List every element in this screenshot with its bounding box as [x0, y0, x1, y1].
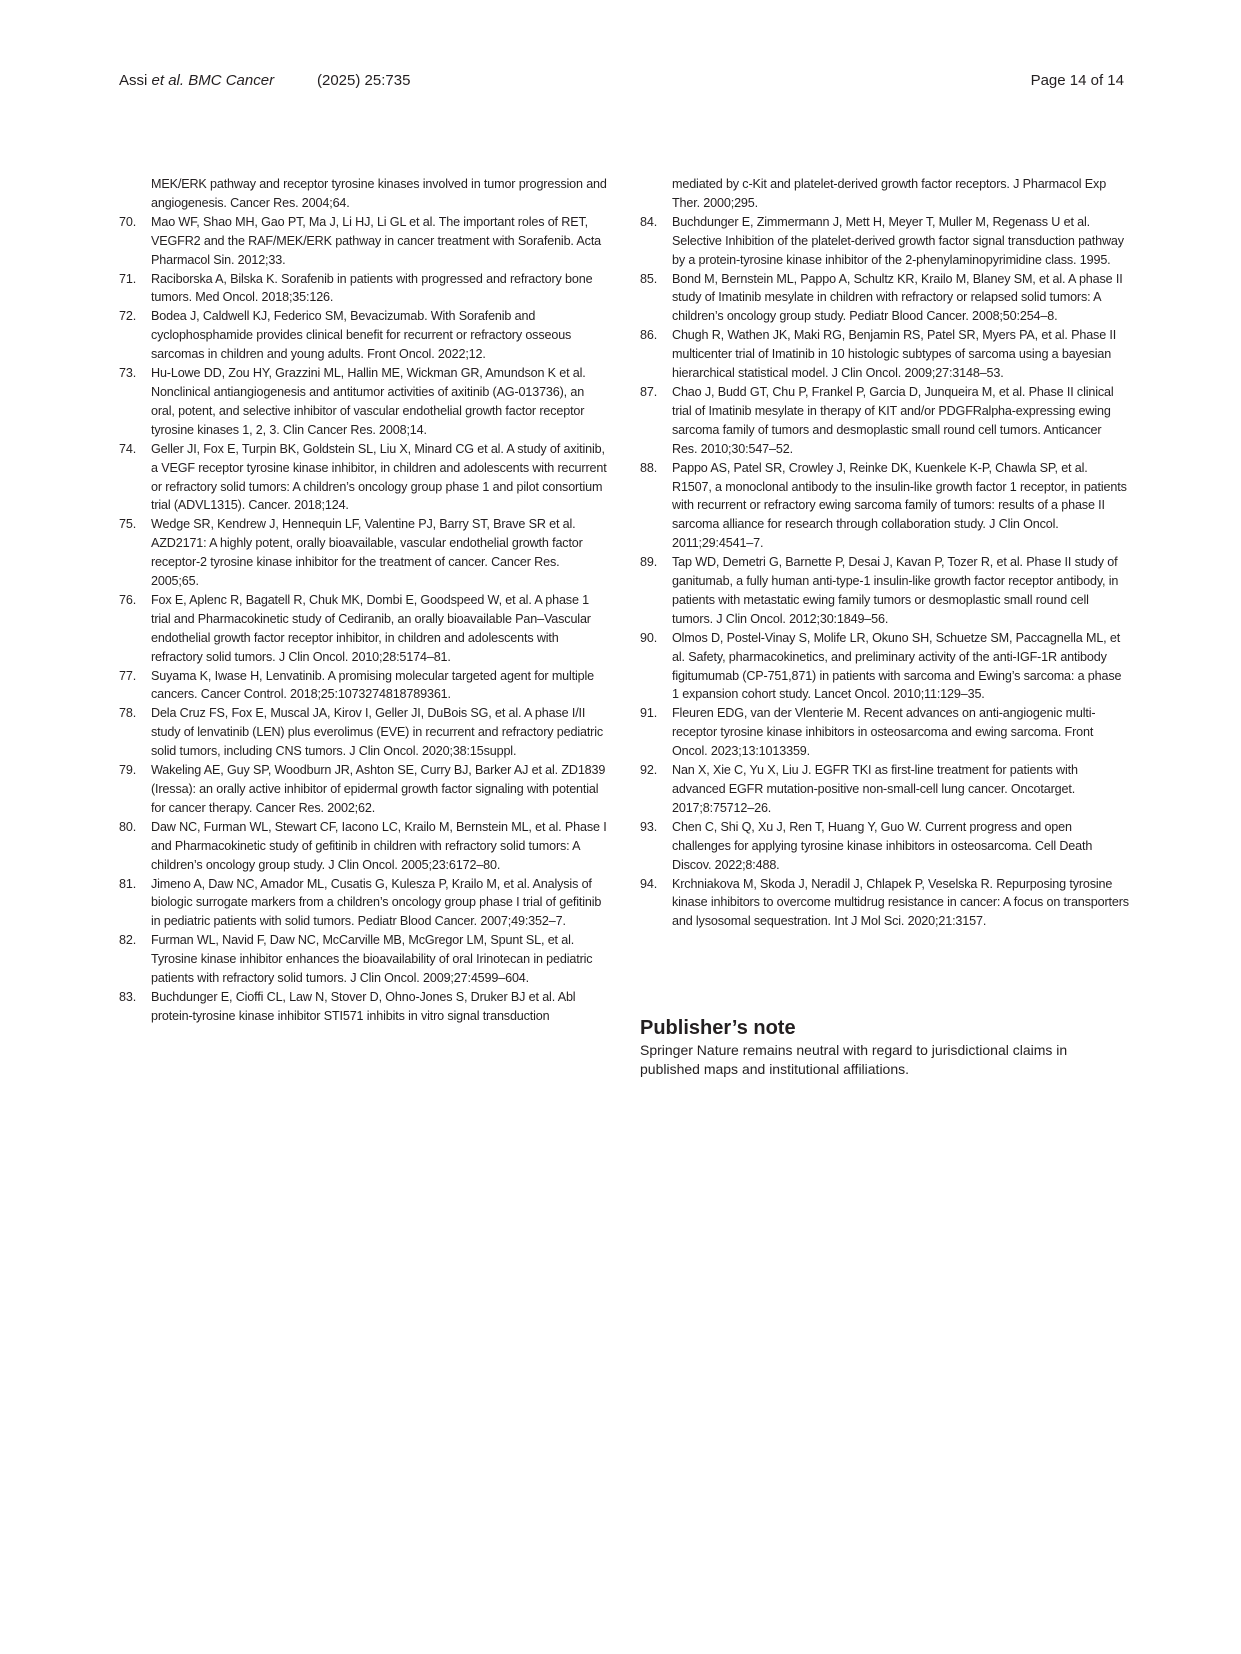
reference-item	[640, 875, 1130, 932]
reference-number: 72.	[119, 309, 137, 324]
reference-item	[119, 307, 609, 364]
reference-item	[119, 440, 609, 516]
reference-text: Mao WF, Shao MH, Gao PT, Ma J, Li HJ, Li GL et al. The important roles of RET, VEGFR2 and the RAF/MEK/ERK pathway in cancer treatment with Sorafenib. Acta Pharmacol Sin. 2012;33.	[151, 214, 602, 267]
reference-number: 70.	[119, 214, 137, 229]
publisher-note	[640, 1015, 1130, 1078]
reference-text: Hu-Lowe DD, Zou HY, Grazzini ML, Hallin ME, Wickman GR, Amundson K et al. Nonclinical antiangiogenesis and antitumor activities of axitinib (AG-013736), an oral, potent, and selective inhibitor of vascular endothelial growth factor receptor tyrosine kinases 1, 2, 3. Clin Cancer Res. 2008;14.	[151, 366, 586, 437]
reference-number: 75.	[119, 517, 137, 532]
reference-text: mediated by c-Kit and platelet-derived growth factor receptors. J Pharmacol Exp Ther. 2000;295.	[672, 177, 1107, 210]
reference-item	[119, 364, 609, 440]
reference-text: Geller JI, Fox E, Turpin BK, Goldstein SL, Liu X, Minard CG et al. A study of axitinib, a VEGF receptor tyrosine kinase inhibitor, in children and adolescents with recurrent or refractory solid tumors: A children’s oncology group phase 1 and pilot consortium trial (ADVL1315). Cancer. 2018;124.	[151, 441, 607, 513]
reference-item	[640, 818, 1130, 875]
reference-number: 71.	[119, 271, 137, 286]
reference-text: Furman WL, Navid F, Daw NC, McCarville MB, McGregor LM, Spunt SL, et al. Tyrosine kinase inhibitor enhances the bioavailability of oral Irinotecan in pediatric patients with refractory solid tumors. J Clin Oncol. 2009;27:4599–604.	[151, 933, 593, 986]
reference-item	[119, 875, 609, 932]
reference-text: Raciborska A, Bilska K. Sorafenib in patients with progressed and refractory bone tumors. Med Oncol. 2018;35:126.	[151, 271, 593, 305]
reference-text: Chao J, Budd GT, Chu P, Frankel P, Garcia D, Junqueira M, et al. Phase II clinical trial of Imatinib mesylate in therapy of KIT and/or PDGFRalpha-expressing ewing sarcoma family of tumors and desmoplastic small round cell tumors. Anticancer Res. 2010;30:547–52.	[672, 384, 1114, 456]
reference-item	[640, 459, 1130, 554]
reference-number: 89.	[640, 555, 658, 570]
reference-item	[640, 704, 1130, 761]
page-number: Page 14 of 14	[1030, 72, 1124, 89]
et-al: et al.	[151, 72, 185, 89]
reference-item	[640, 326, 1130, 383]
reference-text: Krchniakova M, Skoda J, Neradil J, Chlapek P, Veselska R. Repurposing tyrosine kinase inhibitors to overcome multidrug resistance in cancer: A focus on transporters and lysosomal sequestration. Int J Mol Sci. 2020;21:3157.	[672, 876, 1129, 929]
reference-text: Suyama K, Iwase H, Lenvatinib. A promising molecular targeted agent for multiple cancers. Cancer Control. 2018;25:1073274818789361.	[151, 668, 595, 702]
reference-item	[119, 931, 609, 988]
reference-item	[119, 667, 609, 705]
reference-item	[640, 553, 1130, 629]
reference-number: 73.	[119, 366, 137, 381]
reference-text: Pappo AS, Patel SR, Crowley J, Reinke DK, Kuenkele K-P, Chawla SP, et al. R1507, a monoclonal antibody to the insulin-like growth factor 1 receptor, in patients with recurrent or refractory ewing sarcoma family of tumors: results of a phase II sarcoma alliance for research through collaboration study. J Clin Oncol. 2011;29:4541–7.	[672, 460, 1127, 551]
reference-text: Chugh R, Wathen JK, Maki RG, Benjamin RS, Patel SR, Myers PA, et al. Phase II multicenter trial of Imatinib in 10 histologic subtypes of sarcoma using a bayesian hierarchical statistical model. J Clin Oncol. 2009;27:3148–53.	[672, 328, 1117, 381]
reference-text: Jimeno A, Daw NC, Amador ML, Cusatis G, Kulesza P, Krailo M, et al. Analysis of biologic surrogate markers from a children’s oncology group phase I trial of gefitinib in pediatric patients with solid tumors. Pediatr Blood Cancer. 2007;49:352–7.	[151, 876, 602, 929]
reference-text: Nan X, Xie C, Yu X, Liu J. EGFR TKI as first-line treatment for patients with advanced EGFR mutation-positive non-small-cell lung cancer. Oncotarget. 2017;8:75712–26.	[672, 763, 1078, 815]
reference-number: 76.	[119, 592, 137, 607]
reference-text: Dela Cruz FS, Fox E, Muscal JA, Kirov I, Geller JI, DuBois SG, et al. A phase I/II study of lenvatinib (LEN) plus everolimus (EVE) in recurrent and refractory pediatric solid tumors, including CNS tumors. J Clin Oncol. 2020;38:15suppl.	[151, 706, 604, 759]
reference-number: 86.	[640, 328, 658, 343]
reference-text: MEK/ERK pathway and receptor tyrosine kinases involved in tumor progression and angiogenesis. Cancer Res. 2004;64.	[151, 177, 607, 210]
reference-item	[119, 818, 609, 875]
reference-item	[119, 704, 609, 761]
reference-item	[119, 591, 609, 667]
reference-text: Wedge SR, Kendrew J, Hennequin LF, Valentine PJ, Barry ST, Brave SR et al. AZD2171: A highly potent, orally bioavailable, vascular endothelial growth factor receptor-2 tyrosine kinase inhibitor for the treatment of cancer. Cancer Res. 2005;65.	[151, 517, 583, 589]
reference-item	[119, 761, 609, 818]
reference-number: 92.	[640, 763, 658, 778]
reference-number: 79.	[119, 763, 137, 778]
reference-item	[119, 175, 609, 213]
publisher-note-heading: Publisher’s note	[640, 1017, 796, 1039]
reference-number: 91.	[640, 706, 658, 721]
reference-item	[640, 629, 1130, 705]
reference-item	[119, 213, 609, 270]
reference-text: Olmos D, Postel-Vinay S, Molife LR, Okuno SH, Schuetze SM, Paccagnella ML, et al. Safety, pharmacokinetics, and preliminary activity of the anti-IGF-1R antibody figitumumab (CP-751,871) in patients with sarcoma and Ewing’s sarcoma: a phase 1 expansion cohort study. Lancet Oncol. 2010;11:129–35.	[672, 630, 1122, 702]
reference-text: Fleuren EDG, van der Vlenterie M. Recent advances on anti-angiogenic multi-receptor tyrosine kinase inhibitors in osteosarcoma and ewing sarcoma. Front Oncol. 2023;13:1013359.	[672, 706, 1096, 759]
reference-item	[640, 761, 1130, 818]
reference-number: 88.	[640, 460, 658, 475]
running-header	[119, 70, 1124, 92]
reference-item	[640, 383, 1130, 459]
reference-text: Bond M, Bernstein ML, Pappo A, Schultz KR, Krailo M, Blaney SM, et al. A phase II study of Imatinib mesylate in children with refractory or relapsed solid tumors: A children’s oncology group study. Pediatr Blood Cancer. 2008;50:254–8.	[672, 271, 1123, 324]
reference-text: Wakeling AE, Guy SP, Woodburn JR, Ashton SE, Curry BJ, Barker AJ et al. ZD1839 (Iressa): an orally active inhibitor of epidermal growth factor signaling with potential for cancer therapy. Cancer Res. 2002;62.	[151, 763, 606, 815]
reference-item	[119, 515, 609, 591]
reference-item	[640, 175, 1130, 213]
journal-citation: (2025) 25:735	[317, 72, 411, 89]
references-left-column	[119, 175, 609, 1026]
reference-item	[640, 270, 1130, 327]
reference-text: Tap WD, Demetri G, Barnette P, Desai J, Kavan P, Tozer R, et al. Phase II study of ganitumab, a fully human anti-type-1 insulin-like growth factor receptor antibody, in patients with metastatic ewing family tumors or desmoplastic small round cell tumors. J Clin Oncol. 2012;30:1849–56.	[672, 555, 1119, 626]
reference-number: 78.	[119, 706, 137, 721]
reference-text: Daw NC, Furman WL, Stewart CF, Iacono LC, Krailo M, Bernstein ML, et al. Phase I and Pharmacokinetic study of gefitinib in children with refractory solid tumors: A children’s oncology group study. J Clin Oncol. 2005;23:6172–80.	[151, 819, 607, 872]
reference-text: Fox E, Aplenc R, Bagatell R, Chuk MK, Dombi E, Goodspeed W, et al. A phase 1 trial and Pharmacokinetic study of Cediranib, an orally bioavailable Pan–Vascular endothelial growth factor receptor inhibitor, in children and adolescents with refractory solid tumors. J Clin Oncol. 2010;28:5174–81.	[151, 592, 591, 664]
journal-name: BMC Cancer	[184, 72, 275, 89]
reference-number: 85.	[640, 271, 658, 286]
reference-text: Buchdunger E, Zimmermann J, Mett H, Meyer T, Muller M, Regenass U et al. Selective Inhibition of the platelet-derived growth factor signal transduction pathway by a protein-tyrosine kinase inhibitor of the 2-phenylaminopyrimidine class. 1995.	[672, 214, 1124, 267]
publisher-note-body: Springer Nature remains neutral with regard to jurisdictional claims in published maps and institutional affiliations.	[640, 1042, 1068, 1077]
reference-item	[640, 213, 1130, 270]
reference-number: 82.	[119, 933, 137, 948]
reference-number: 94.	[640, 876, 658, 891]
reference-number: 74.	[119, 441, 137, 456]
reference-text: Bodea J, Caldwell KJ, Federico SM, Bevacizumab. With Sorafenib and cyclophosphamide provides clinical benefit for recurrent or refractory osseous sarcomas in children and young adults. Front Oncol. 2022;12.	[151, 309, 572, 362]
reference-number: 77.	[119, 668, 137, 683]
reference-number: 81.	[119, 876, 137, 891]
reference-number: 80.	[119, 819, 137, 834]
references-right-column	[640, 175, 1130, 931]
reference-text: Chen C, Shi Q, Xu J, Ren T, Huang Y, Guo W. Current progress and open challenges for applying tyrosine kinase inhibitors in osteosarcoma. Cell Death Discov. 2022;8:488.	[672, 819, 1093, 872]
running-header-authors: Assi et al. BMC Cancer	[119, 72, 275, 89]
reference-item	[119, 988, 609, 1026]
reference-number: 87.	[640, 384, 658, 399]
reference-number: 83.	[119, 989, 137, 1004]
reference-number: 93.	[640, 819, 658, 834]
reference-text: Buchdunger E, Cioffi CL, Law N, Stover D, Ohno-Jones S, Druker BJ et al. Abl protein-tyrosine kinase inhibitor STI571 inhibits in vitro signal transduction	[151, 989, 576, 1023]
reference-number: 84.	[640, 214, 658, 229]
reference-item	[119, 270, 609, 308]
reference-number: 90.	[640, 630, 658, 645]
